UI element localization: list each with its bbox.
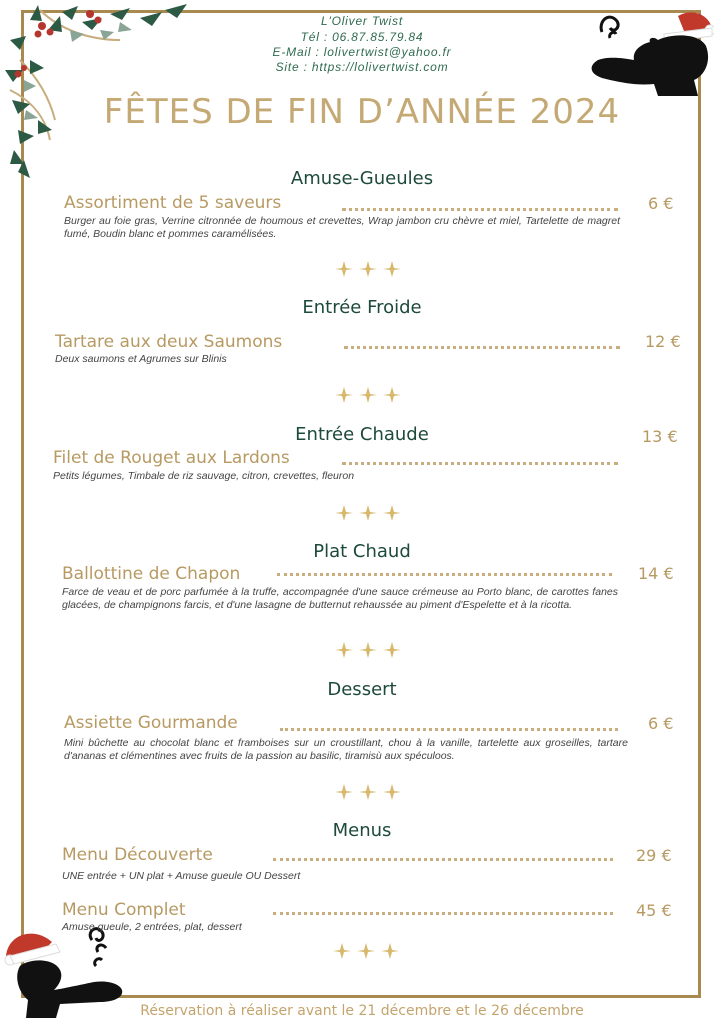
section-heading-entree-froide: Entrée Froide (302, 297, 422, 318)
star-divider-icon (332, 782, 404, 802)
leader-dots (277, 573, 612, 576)
leader-dots (280, 728, 618, 731)
star-divider-icon (332, 385, 404, 405)
email-address: E-Mail : lolivertwist@yahoo.fr (272, 45, 452, 59)
section-heading-dessert: Dessert (327, 679, 397, 700)
dish-price: 13 € (642, 427, 678, 446)
menu-description: Amuse gueule, 2 entrées, plat, dessert (62, 921, 242, 933)
star-divider-icon (330, 941, 402, 961)
leader-dots (342, 462, 618, 465)
dish-name: Assiette Gourmande (64, 713, 238, 733)
leader-dots (344, 346, 620, 349)
dish-name: Ballottine de Chapon (62, 564, 241, 584)
menu-price: 45 € (636, 901, 672, 920)
leader-dots (273, 858, 613, 861)
menu-name: Menu Complet (62, 900, 186, 920)
dish-description: Farce de veau et de porc parfumée à la truffe, accompagnée d'une sauce crémeuse au Porto blanc, de carottes fanes glacées, de champignons farcis, et d'une lasagne de butternut rehaussée au piment d'Espelette et à la ricotta. (62, 586, 618, 611)
dish-price: 12 € (645, 332, 681, 351)
section-heading-plat-chaud: Plat Chaud (313, 541, 411, 562)
menu-description: UNE entrée + UN plat + Amuse gueule OU Dessert (62, 870, 301, 882)
star-divider-icon (332, 259, 404, 279)
dish-name: Filet de Rouget aux Lardons (53, 448, 290, 468)
dish-description: Mini bûchette au chocolat blanc et framboises sur un croustillant, chou à la vanille, tartelette aux groseilles, tartare d'ananas et clémentines avec fruits de la passion au basilic, tiramisù aux spéculoos. (64, 737, 628, 762)
section-heading-amuse-gueules: Amuse-Gueules (290, 168, 434, 189)
star-divider-icon (332, 640, 404, 660)
page-title: FÊTES DE FIN D’ANNÉE 2024 (103, 92, 621, 132)
leader-dots (342, 208, 618, 211)
dish-description: Burger au foie gras, Verrine citronnée de houmous et crevettes, Wrap jambon cru chèvre et miel, Tartelette de magret fumé, Boudin blanc et pommes caramélisées. (64, 215, 620, 240)
leader-dots (273, 912, 613, 915)
dish-name: Assortiment de 5 saveurs (64, 193, 282, 213)
reservation-note: Réservation à réaliser avant le 21 décembre et le 26 décembre (140, 1003, 584, 1019)
section-heading-menus: Menus (332, 820, 392, 841)
dish-price: 14 € (638, 564, 674, 583)
dish-description: Petits légumes, Timbale de riz sauvage, citron, crevettes, fleuron (53, 470, 355, 482)
dish-name: Tartare aux deux Saumons (55, 332, 283, 352)
dish-price: 6 € (648, 194, 674, 213)
dish-price: 6 € (648, 714, 674, 733)
dish-description: Deux saumons et Agrumes sur Blinis (55, 353, 227, 365)
phone-number: Tél : 06.87.85.79.84 (300, 30, 424, 44)
star-divider-icon (332, 503, 404, 523)
section-heading-entree-chaude: Entrée Chaude (295, 424, 429, 445)
website-link[interactable]: Site : https://lolivertwist.com (275, 60, 449, 74)
restaurant-name: L'Oliver Twist (321, 14, 403, 28)
menu-price: 29 € (636, 846, 672, 865)
menu-name: Menu Découverte (62, 845, 213, 865)
